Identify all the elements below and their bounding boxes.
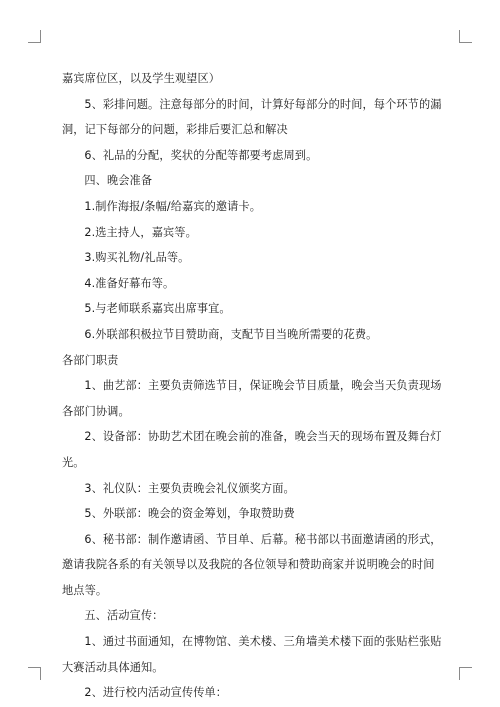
list-item: 6、秘书部：制作邀请函、节目单、后幕。秘书部以书面邀请函的形式，邀请我院各系的有关领导以及我院的各位领导和赞助商家并说明晚会的时间地点等。 — [62, 532, 442, 597]
list-item: 3.购买礼物/礼品等。 — [84, 251, 190, 265]
section-heading: 五、活动宣传： — [84, 609, 164, 623]
list-item: 1、通过书面通知，在博物馆、美术楼、三角墙美术楼下面的张贴栏张贴大赛活动具体通知。 — [62, 635, 442, 674]
crop-mark-bottom-right — [459, 667, 472, 680]
list-item: 2、设备部：协助艺术团在晚会前的准备，晚会当天的现场布置及舞台灯光。 — [62, 430, 442, 469]
list-item: 6.外联部积极拉节目赞助商，支配节目当晚所需要的花费。 — [84, 327, 378, 341]
crop-mark-top-left — [28, 30, 41, 43]
section-heading: 四、晚会准备 — [84, 174, 153, 188]
list-item: 3、礼仪队：主要负责晚会礼仪颁奖方面。 — [84, 481, 295, 495]
section-heading: 各部门职责 — [62, 353, 119, 367]
crop-mark-top-right — [459, 30, 472, 43]
list-item: 1.制作海报/条幅/给嘉宾的邀请卡。 — [84, 199, 262, 213]
paragraph: 嘉宾席位区，以及学生观望区） — [62, 72, 221, 85]
list-item: 5.与老师联系嘉宾出席事宜。 — [84, 302, 231, 316]
paragraph: 5、彩排问题。注意每部分的时间，计算好每部分的时间，每个环节的漏洞，记下每部分的问题，彩排后要汇总和解决 — [62, 97, 442, 137]
list-item: 2.选主持人，嘉宾等。 — [84, 225, 197, 239]
list-item: 5、外联部：晚会的资金筹划，争取赞助费 — [84, 507, 295, 521]
crop-mark-bottom-left — [28, 667, 41, 680]
list-item: 2、进行校内活动宣传传单： — [84, 686, 228, 700]
paragraph: 6、礼品的分配，奖状的分配等都要考虑周到。 — [84, 148, 318, 162]
list-item: 4.准备好幕布等。 — [84, 276, 175, 290]
document-body — [62, 66, 442, 706]
list-item: 1、曲艺部：主要负责筛选节目，保证晚会节目质量，晚会当天负责现场各部门协调。 — [62, 379, 442, 418]
